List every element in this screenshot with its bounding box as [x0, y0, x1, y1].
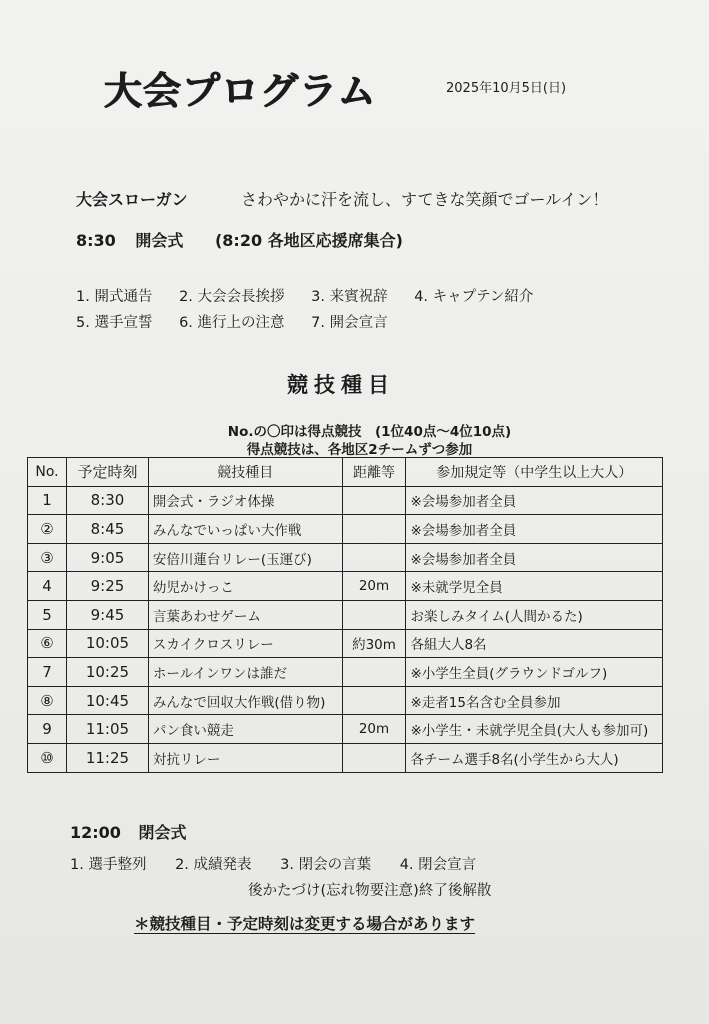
opening-steps-line-2 — [76, 311, 410, 332]
event-name: みんなでいっぱい大作戦 — [148, 515, 342, 544]
event-rules: ※小学生・未就学児全員(大人も参加可) — [406, 715, 663, 744]
closing-time: 12:00 — [70, 823, 121, 842]
header-event: 競技種目 — [148, 458, 342, 487]
closing-steps — [70, 853, 500, 874]
event-no: ② — [28, 515, 67, 544]
event-time: 10:25 — [66, 658, 148, 687]
event-distance — [342, 600, 406, 629]
opening-label: 開会式 — [135, 231, 184, 250]
event-no: ⑥ — [28, 629, 67, 658]
opening-step: 4. キャプテン紹介 — [414, 289, 534, 305]
header-distance: 距離等 — [342, 458, 406, 487]
table-row — [28, 658, 663, 687]
header-no: No. — [28, 458, 67, 487]
event-distance — [342, 543, 406, 572]
event-time: 11:05 — [66, 715, 148, 744]
event-name: 開会式・ラジオ体操 — [148, 486, 342, 515]
table-row — [28, 600, 663, 629]
participation-note: 得点競技は、各地区2チームずつ参加 — [246, 442, 473, 458]
event-rules: ※会場参加者全員 — [406, 543, 663, 572]
opening-step: 2. 大会会長挨拶 — [179, 289, 285, 305]
table-row — [28, 743, 663, 772]
event-no: 9 — [28, 715, 67, 744]
event-rules: お楽しみタイム(人間かるた) — [406, 600, 663, 629]
event-distance: 約30m — [342, 629, 406, 658]
opening-ceremony — [76, 228, 403, 251]
event-time: 9:05 — [66, 543, 148, 572]
event-rules: ※会場参加者全員 — [406, 515, 663, 544]
event-distance — [342, 515, 406, 544]
event-time: 9:25 — [66, 572, 148, 601]
table-row — [28, 686, 663, 715]
slogan-text: さわやかに汗を流し、すてきな笑顔でゴールイン！ — [241, 190, 609, 209]
opening-time: 8:30 — [76, 231, 116, 250]
event-time: 9:45 — [66, 600, 148, 629]
event-rules: ※走者15名含む全員参加 — [406, 686, 663, 715]
event-distance — [342, 486, 406, 515]
opening-step: 6. 進行上の注意 — [179, 315, 285, 331]
event-no: 7 — [28, 658, 67, 687]
closing-step: 1. 選手整列 — [70, 857, 147, 873]
event-time: 8:30 — [66, 486, 148, 515]
event-time: 11:25 — [66, 743, 148, 772]
schedule-change-warning: ＊競技種目・予定時刻は変更する場合があります — [134, 915, 476, 933]
event-name: 言葉あわせゲーム — [148, 600, 342, 629]
event-name: ホールインワンは誰だ — [148, 658, 342, 687]
page-title: 大会プログラム — [104, 69, 377, 113]
closing-label: 閉会式 — [138, 823, 187, 842]
closing-step: 4. 閉会宣言 — [399, 857, 477, 873]
event-distance — [342, 658, 406, 687]
event-name: 安倍川蓮台リレー(玉運び) — [148, 543, 342, 572]
event-no: ⑩ — [28, 743, 67, 772]
event-distance — [342, 686, 406, 715]
cleanup-note: 後かたづけ(忘れ物要注意)終了後解散 — [248, 883, 492, 899]
event-rules: ※未就学児全員 — [406, 572, 663, 601]
event-rules: ※小学生全員(グラウンドゴルフ) — [406, 658, 663, 687]
event-no: 5 — [28, 600, 67, 629]
opening-step: 3. 来賓祝辞 — [311, 289, 388, 305]
closing-step: 2. 成績発表 — [175, 857, 252, 873]
event-name: パン食い競走 — [148, 715, 342, 744]
table-row — [28, 715, 663, 744]
table-row — [28, 515, 663, 544]
event-no: 4 — [28, 572, 67, 601]
event-date: 2025年10月5日(日) — [446, 81, 567, 96]
table-row — [28, 572, 663, 601]
events-table — [27, 457, 663, 773]
event-time: 10:05 — [66, 629, 148, 658]
closing-ceremony — [70, 820, 187, 843]
header-rules: 参加規定等（中学生以上大人） — [406, 458, 663, 487]
event-name: 幼児かけっこ — [148, 572, 342, 601]
event-distance — [342, 743, 406, 772]
event-distance: 20m — [342, 572, 406, 601]
closing-step: 3. 閉会の言葉 — [280, 857, 372, 873]
event-rules: 各チーム選手8名(小学生から大人) — [406, 743, 663, 772]
slogan-label: 大会スローガン — [76, 190, 188, 209]
scoring-note: No.の〇印は得点競技 (1位40点～4位10点) — [227, 424, 512, 440]
event-no: 1 — [28, 486, 67, 515]
opening-note: (8:20 各地区応援席集合) — [214, 231, 403, 250]
event-time: 8:45 — [66, 515, 148, 544]
events-section-title: 競技種目 — [287, 373, 395, 397]
event-name: 対抗リレー — [148, 743, 342, 772]
opening-step: 5. 選手宣誓 — [76, 315, 153, 331]
event-distance: 20m — [342, 715, 406, 744]
table-row — [28, 486, 663, 515]
header-time: 予定時刻 — [66, 458, 148, 487]
opening-steps-line-1 — [76, 285, 555, 306]
table-header-row — [28, 458, 663, 487]
event-name: スカイクロスリレー — [148, 629, 342, 658]
table-row — [28, 629, 663, 658]
event-time: 10:45 — [66, 686, 148, 715]
event-name: みんなで回収大作戦(借り物) — [148, 686, 342, 715]
event-no: ⑧ — [28, 686, 67, 715]
event-no: ③ — [28, 543, 67, 572]
table-row — [28, 543, 663, 572]
event-rules: 各組大人8名 — [406, 629, 663, 658]
event-rules: ※会場参加者全員 — [406, 486, 663, 515]
opening-step: 1. 開式通告 — [76, 289, 153, 305]
opening-step: 7. 開会宣言 — [311, 315, 388, 331]
